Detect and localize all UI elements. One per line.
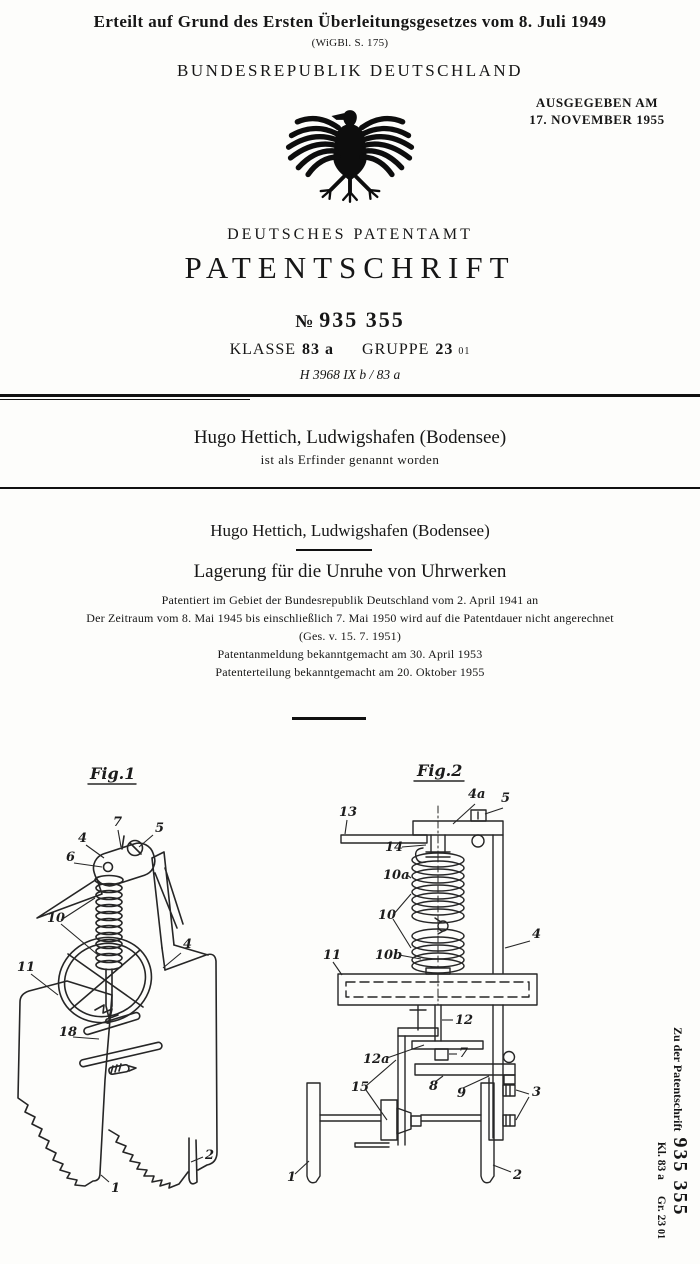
fig2-callout-1: 1 [287, 1170, 297, 1185]
fig1-callout-11: 11 [17, 960, 36, 975]
fig2-callout-9: 9 [457, 1086, 467, 1101]
class-group-line [0, 341, 700, 359]
fig2-linework [307, 806, 537, 1183]
fig1-callout-2: 2 [205, 1148, 215, 1163]
fig1-label: Fig.1 [90, 764, 136, 783]
country-name: BUNDESREPUBLIK DEUTSCHLAND [177, 61, 523, 80]
fig1-callout-10: 10 [47, 911, 66, 926]
fig2-callout-15: 15 [351, 1080, 370, 1095]
horizontal-rule-thin [0, 399, 250, 400]
fig1-callout-18: 18 [59, 1025, 78, 1040]
fig2-callout-12: 12 [455, 1013, 474, 1028]
margin-note-gr-sub: 01 [655, 1229, 666, 1239]
fig2-callout-12a: 12a [363, 1052, 390, 1067]
issued-date: 17. NOVEMBER 1955 [529, 111, 665, 127]
gruppe-value: 23 [435, 341, 454, 358]
fig2-callout-4: 4 [532, 927, 542, 942]
fig2-callout-10: 10 [378, 908, 397, 923]
fig2-callout-2: 2 [513, 1168, 523, 1183]
fig2-callout-8: 8 [429, 1079, 439, 1094]
fig1-callout-5: 5 [155, 821, 165, 836]
fig2-callout-13: 13 [339, 805, 358, 820]
invention-title: Lagerung für die Unruhe von Uhrwerken [193, 561, 507, 582]
horizontal-rule [0, 394, 700, 397]
fig1-linework [18, 836, 217, 1188]
klasse-label: KLASSE [229, 341, 297, 358]
fig1-callouts [17, 815, 214, 1196]
fig1-callout-6: 6 [66, 850, 76, 865]
patent-number-line [0, 307, 700, 333]
fig1-callout-1: 1 [111, 1181, 121, 1196]
grant-heading: Erteilt auf Grund des Ersten Überleitungsgesetzes vom 8. Juli 1949 [93, 12, 607, 31]
horizontal-rule [0, 487, 700, 489]
short-rule [296, 549, 372, 551]
fig2-callout-11: 11 [323, 948, 342, 963]
fig1-callout-4: 4 [78, 831, 88, 846]
patent-note-2: Der Zeitraum vom 8. Mai 1945 bis einschließlich 7. Mai 1950 wird auf die Patentdauer nicht angerechnet [86, 611, 614, 625]
patent-note-1: Patentiert im Gebiet der Bundesrepublik Deutschland vom 2. April 1941 an [161, 593, 539, 607]
fig2-callout-10a: 10a [383, 868, 410, 883]
fig2-callout-7: 7 [459, 1046, 469, 1061]
fig2-callout-14: 14 [385, 840, 404, 855]
gruppe-label: GRUPPE [362, 341, 430, 358]
document-type-title: PATENTSCHRIFT [184, 250, 516, 285]
margin-note-gr: Gr. 23 [655, 1195, 667, 1227]
applicant-name: Hugo Hettich, Ludwigshafen (Bodensee) [210, 521, 490, 540]
fig2-callout-5: 5 [501, 791, 511, 806]
issued-label: AUSGEGEBEN AM [535, 95, 659, 110]
margin-note-reference [668, 1027, 691, 1239]
margin-note-number: 935 355 [669, 1137, 691, 1217]
fig1-callout-7: 7 [113, 815, 123, 830]
patent-number: 935 355 [319, 307, 405, 332]
fig2-callout-4a: 4a [468, 787, 486, 802]
gruppe-subvalue: 01 [458, 346, 471, 357]
fig2-label: Fig.2 [417, 761, 463, 780]
figure-2-drawing [285, 748, 620, 1218]
margin-note-text: Zu der Patentschrift [671, 1027, 685, 1132]
margin-note [655, 1027, 691, 1239]
patent-note-5: Patenterteilung bekanntgemacht am 20. Oktober 1955 [215, 665, 485, 679]
patent-note-3: (Ges. v. 15. 7. 1951) [298, 629, 402, 643]
patent-office-name: DEUTSCHES PATENTAMT [227, 226, 473, 243]
fig1-callout-4b: 4 [183, 937, 193, 952]
inventor-note: ist als Erfinder genannt worden [260, 452, 440, 467]
klasse-value: 83 a [302, 341, 335, 358]
inventor-name: Hugo Hettich, Ludwigshafen (Bodensee) [193, 427, 507, 448]
margin-note-kl: Kl. 83 a [655, 1141, 667, 1180]
fig2-callout-3: 3 [532, 1085, 542, 1100]
federal-eagle-icon [272, 96, 428, 214]
figure-1-drawing [5, 748, 265, 1218]
section-divider [292, 717, 366, 720]
fig2-callout-10b: 10b [375, 948, 403, 963]
number-sign: № [295, 311, 314, 331]
patent-note-4: Patentanmeldung bekanntgemacht am 30. April 1953 [217, 647, 483, 661]
file-reference: H 3968 IX b / 83 a [299, 367, 401, 382]
grant-reference: (WiGBl. S. 175) [311, 37, 389, 49]
issue-date-block [512, 95, 682, 129]
margin-note-class [655, 1027, 667, 1239]
